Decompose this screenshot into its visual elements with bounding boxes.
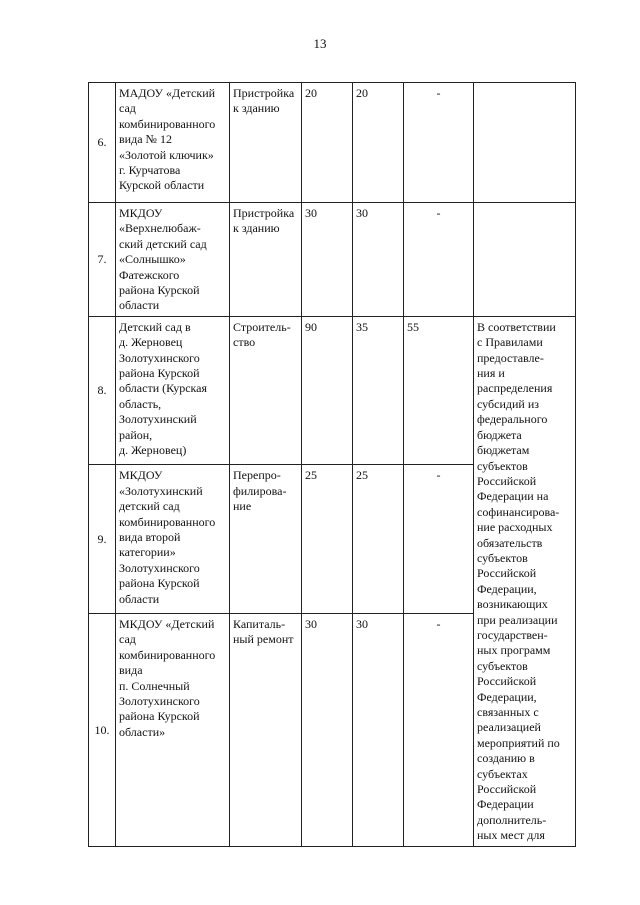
empty-cell (474, 83, 576, 203)
object-name: МАДОУ «Детский сад комбинированного вида № 12 «Золотой ключик» г. Курчатова Курской области (116, 83, 230, 203)
work-type: Строитель- ство (230, 316, 302, 465)
value-cell: - (404, 83, 474, 203)
work-type: Пристройка к зданию (230, 83, 302, 203)
object-name: МКДОУ «Верхнелюбаж- ский детский сад «Солнышко» Фатежского района Курской области (116, 203, 230, 317)
value-cell: 20 (353, 83, 404, 203)
object-name: Детский сад в д. Жерновец Золотухинского района Курской области (Курская область, Золотухинский район, д. Жерновец) (116, 316, 230, 465)
value-cell: 30 (353, 203, 404, 317)
value-cell: - (404, 203, 474, 317)
row-number: 7. (89, 203, 116, 317)
object-name: МКДОУ «Детский сад комбинированного вида п. Солнечный Золотухинского района Курской области» (116, 614, 230, 847)
value-cell: 30 (302, 614, 353, 847)
allocation-table (88, 82, 576, 847)
value-cell: 20 (302, 83, 353, 203)
table-row (89, 83, 576, 203)
value-cell: 30 (353, 614, 404, 847)
work-type: Пристройка к зданию (230, 203, 302, 317)
row-number: 10. (89, 614, 116, 847)
table-row (89, 203, 576, 317)
row-number: 6. (89, 83, 116, 203)
work-type: Капиталь- ный ремонт (230, 614, 302, 847)
page-number: 13 (313, 36, 327, 51)
object-name: МКДОУ «Золотухинский детский сад комбинированного вида второй категории» Золотухинского района Курской области (116, 465, 230, 614)
value-cell: 35 (353, 316, 404, 465)
work-type: Перепро- филирова- ние (230, 465, 302, 614)
value-cell: 90 (302, 316, 353, 465)
row-number: 8. (89, 316, 116, 465)
value-cell: 30 (302, 203, 353, 317)
table-row (89, 316, 576, 465)
row-number: 9. (89, 465, 116, 614)
value-cell: - (404, 614, 474, 847)
value-cell: 25 (353, 465, 404, 614)
empty-cell (474, 203, 576, 317)
value-cell: 25 (302, 465, 353, 614)
legal-basis-note: В соответствии с Правилами предоставле- ния и распределения субсидий из федерального бюджета бюджетам субъектов Российской Федерации на софинансирова- ние расходных обязательств субъектов Российской Федерации, возникающих при реализации государствен- ных программ субъектов Российской Федерации, связанных с реализацией мероприятий по созданию в субъектах Российской Федерации дополнитель- ных мест для (474, 316, 576, 846)
value-cell: - (404, 465, 474, 614)
value-cell: 55 (404, 316, 474, 465)
